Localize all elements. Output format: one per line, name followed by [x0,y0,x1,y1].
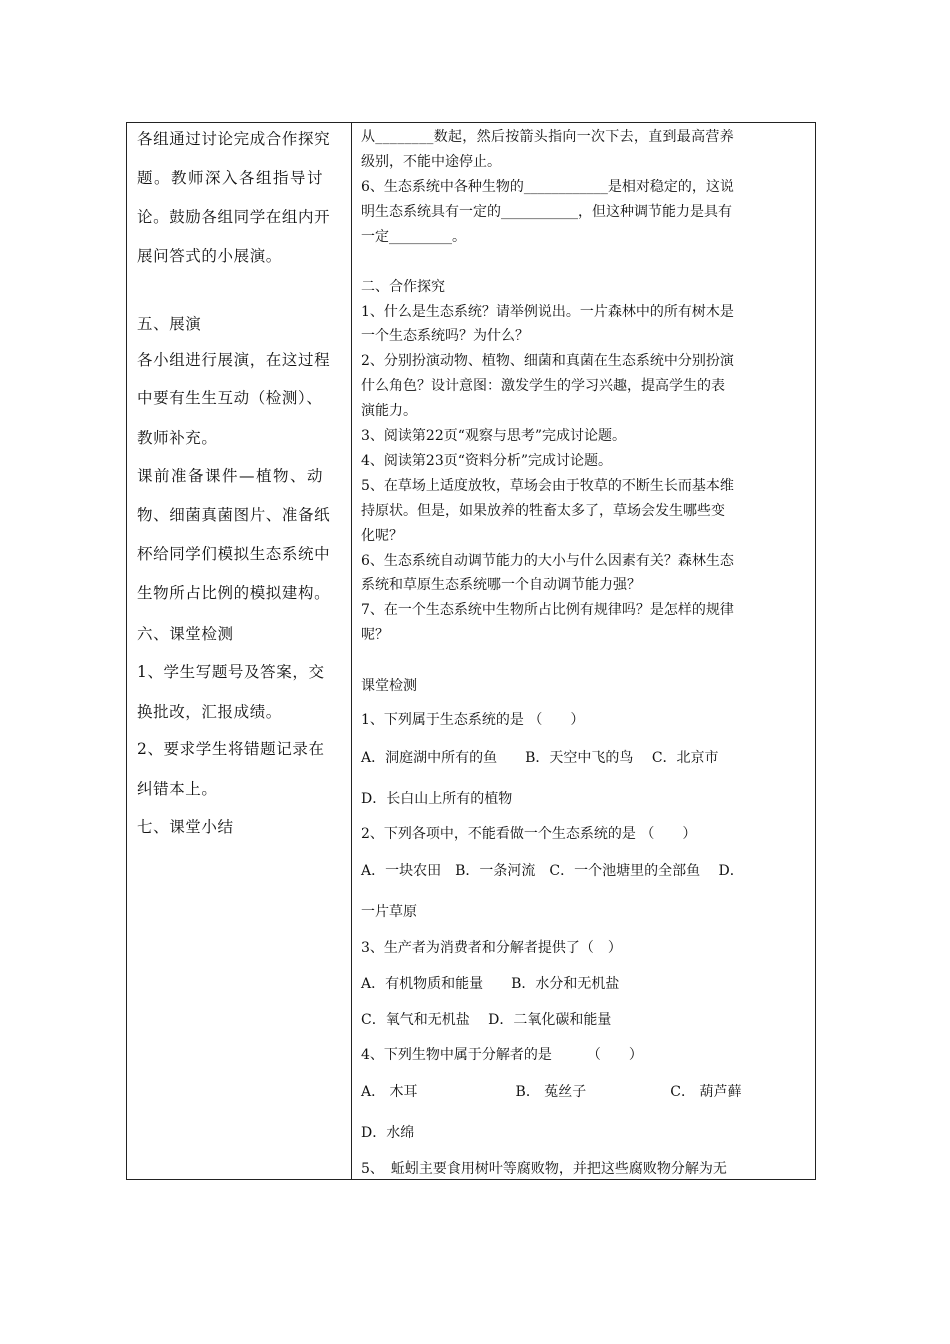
answer-options: A． 木耳 B． 菟丝子 C． 葫芦藓 [361,1084,742,1100]
right-line: 演能力。 [361,403,417,419]
left-line: 纠错本上。 [137,780,218,798]
question: 1、下列属于生态系统的是 （ ） [361,712,585,728]
section-heading: 七、课堂小结 [137,818,234,836]
right-line: 从________数起，然后按箭头指向一次下去，直到最高营养 [361,129,734,145]
section-heading: 课堂检测 [361,678,417,694]
question: 5、 蚯蚓主要食用树叶等腐败物，并把这些腐败物分解为无 [361,1161,727,1177]
left-line: 各组通过讨论完成合作探究 [137,130,331,148]
column-divider [351,123,352,1179]
left-line: 展问答式的小展演。 [137,247,282,265]
right-line: 4、阅读第23页“资料分析”完成讨论题。 [361,453,613,469]
right-line: 什么角色？设计意图：激发学生的学习兴趣，提高学生的表 [361,378,725,394]
section-heading: 二、合作探究 [361,279,445,295]
right-line: 明生态系统具有一定的___________，但这种调节能力是具有 [361,204,732,220]
answer-options: D．长白山上所有的植物 [361,791,513,807]
answer-options: C．氧气和无机盐 D．二氧化碳和能量 [361,1012,612,1028]
left-line: 物、细菌真菌图片、准备纸 [137,506,331,524]
right-line: 6、生态系统中各种生物的____________是相对稳定的，这说 [361,179,734,195]
right-line: 2、分别扮演动物、植物、细菌和真菌在生态系统中分别扮演 [361,353,734,369]
left-line: 杯给同学们模拟生态系统中 [137,545,331,563]
right-line: 6、生态系统自动调节能力的大小与什么因素有关？森林生态 [361,553,734,569]
question: 2、下列各项中，不能看做一个生态系统的是 （ ） [361,826,697,842]
left-line: 题。教师深入各组指导讨 [137,169,325,187]
question: 4、下列生物中属于分解者的是 （ ） [361,1047,643,1063]
right-line: 1、什么是生态系统？请举例说出。一片森林中的所有树木是 [361,304,734,320]
right-line: 一个生态系统吗？为什么？ [361,328,529,344]
right-line: 一定_________。 [361,229,466,245]
right-line: 7、在一个生态系统中生物所占比例有规律吗？是怎样的规律 [361,602,734,618]
answer-options: D．水绵 [361,1125,415,1141]
left-line: 1、学生写题号及答案，交 [137,663,325,681]
answer-options: A．洞庭湖中所有的鱼 B．天空中飞的鸟 C．北京市 [361,750,719,766]
section-heading: 六、课堂检测 [137,625,234,643]
left-line: 教师补充。 [137,429,218,447]
left-line: 论。鼓励各组同学在组内开 [137,208,331,226]
right-line: 持原状。但是，如果放养的牲畜太多了，草场会发生哪些变 [361,503,725,519]
right-line: 化呢？ [361,528,403,544]
left-line: 换批改，汇报成绩。 [137,703,282,721]
left-line: 2、要求学生将错题记录在 [137,740,325,758]
answer-options: A．一块农田 B．一条河流 C．一个池塘里的全部鱼 D． [361,863,744,879]
right-line: 呢？ [361,627,389,643]
right-line: 系统和草原生态系统哪一个自动调节能力强？ [361,577,641,593]
right-line: 3、阅读第22页“观察与思考”完成讨论题。 [361,428,627,444]
left-line: 课前准备课件—植物、动 [137,467,325,485]
right-line: 级别，不能中途停止。 [361,154,501,170]
right-line: 5、在草场上适度放牧，草场会由于牧草的不断生长而基本维 [361,478,734,494]
left-line: 生物所占比例的模拟建构。 [137,584,331,602]
question: 3、生产者为消费者和分解者提供了（ ） [361,940,622,956]
answer-options: A．有机物质和能量 B．水分和无机盐 [361,976,620,992]
left-line: 各小组进行展演，在这过程 [137,351,331,369]
lesson-table [126,122,816,1180]
answer-options: 一片草原 [361,904,417,920]
section-heading: 五、展演 [137,315,202,333]
left-line: 中要有生生互动（检测）、 [137,389,323,407]
